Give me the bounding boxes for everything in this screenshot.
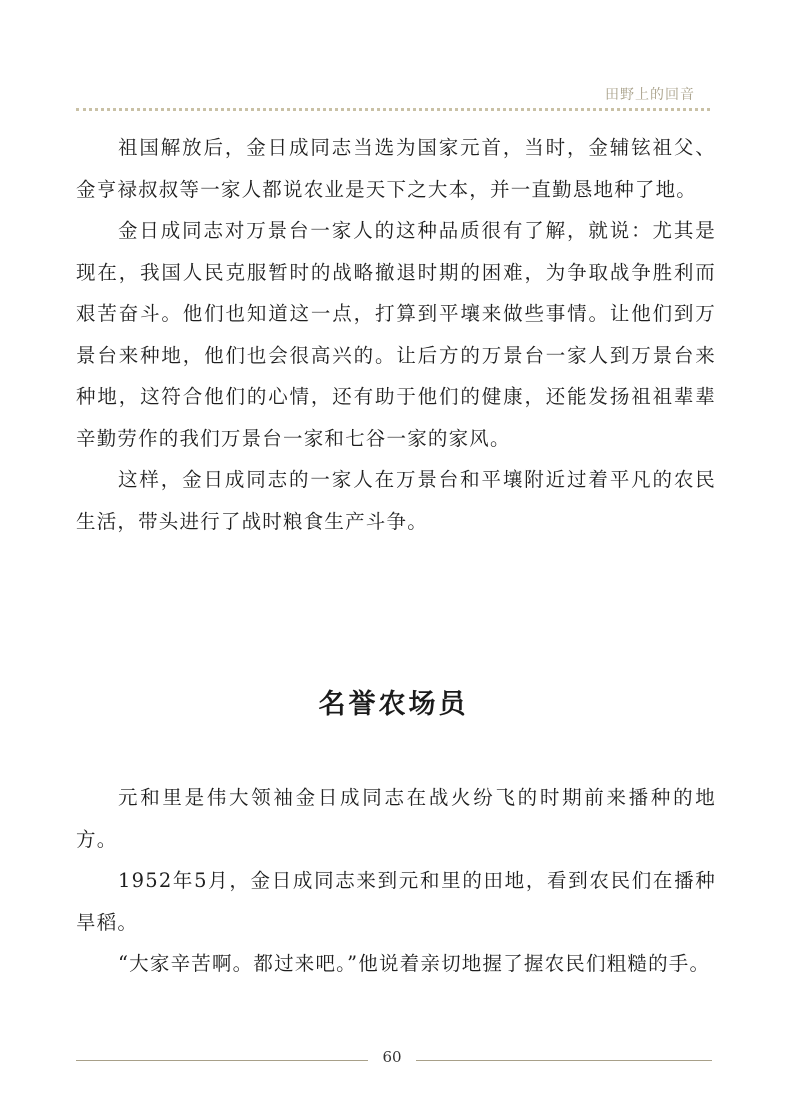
paragraph: “大家辛苦啊。都过来吧。”他说着亲切地握了握农民们粗糙的手。 [118,952,711,975]
footer-rule-right [416,1060,712,1061]
body-text-block-bottom [76,777,716,985]
header-dotted-rule [76,108,710,111]
running-header-title: 田野上的回音 [605,87,695,103]
page-number: 60 [382,1048,402,1066]
body-text-block-top [76,127,716,542]
paragraph: 金日成同志对万景台一家人的这种品质很有了解，就说：尤其是现在，我国人民克服暂时的战略撤退时期的困难，为争取战争胜利而艰苦奋斗。他们也知道这一点，打算到平壤来做些事情。让他们到万景台来种地，他们也会很高兴的。让后方的万景台一家人到万景台来种地，这符合他们的心情，还有助于他们的健康，还能发扬祖祖辈辈辛勤劳作的我们万景台一家和七谷一家的家风。 [76,219,716,450]
paragraph: 1952年5月，金日成同志来到元和里的田地，看到农民们在播种旱稻。 [76,869,716,934]
paragraph: 元和里是伟大领袖金日成同志在战火纷飞的时期前来播种的地方。 [76,786,716,851]
paragraph: 这样，金日成同志的一家人在万景台和平壤附近过着平凡的农民生活，带头进行了战时粮食生产斗争。 [76,468,716,533]
section-title: 名誉农场员 [318,689,469,720]
footer-rule-left [76,1060,368,1061]
paragraph: 祖国解放后，金日成同志当选为国家元首，当时，金辅铉祖父、金亨禄叔叔等一家人都说农业是天下之大本，并一直勤恳地种了地。 [76,136,716,201]
